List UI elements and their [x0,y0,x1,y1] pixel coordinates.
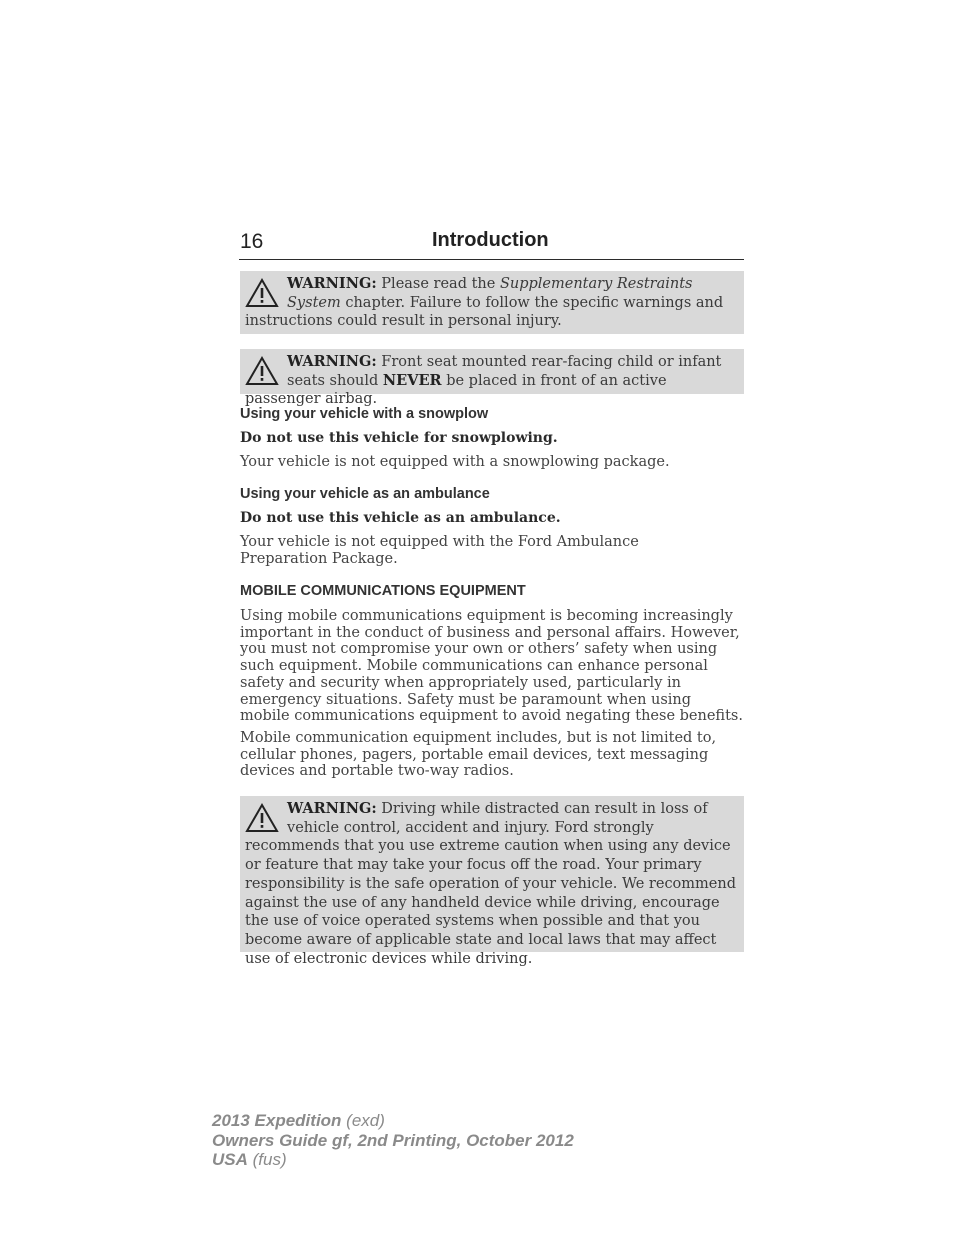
warning-text: Front seat mounted rear-facing child or infant seats should [287,354,722,389]
page-title: Introduction [432,229,549,251]
snowplow-text: Your vehicle is not equipped with a snowplowing package. [240,454,670,470]
warning-triangle-icon [245,278,279,308]
warning-box-srs [240,271,744,334]
warning-box-child-seat [240,349,744,408]
warning-italic-reference: Supplementary Restraints System [287,276,693,311]
warning-text: chapter. Failure to follow the specific warnings and instructions could result in personal injury. [245,294,724,330]
mobile-paragraph-1: Using mobile communications equipment is becoming increasingly important in the conduct of business and personal affairs. However, you must not compromise your own or others’ safety when using such equipment. Mobile communications can enhance personal safety and security when appropriately used, particularly in emergency situations. Safety must be paramount when using mobile communications equipment to avoid negating these benefits. [240,608,743,725]
ambulance-heading: Using your vehicle as an ambulance [240,486,490,502]
ambulance-text: Your vehicle is not equipped with the Ford Ambulance Preparation Package. [240,534,639,567]
footer-line-market: USA (fus) [212,1150,287,1169]
page-number: 16 [240,230,264,253]
footer-line-printing: Owners Guide gf, 2nd Printing, October 2012 [212,1130,574,1150]
warning-emphasis: NEVER [382,371,442,389]
document-footer [212,1111,574,1170]
warning-box-distraction [240,796,744,967]
snowplow-heading: Using your vehicle with a snowplow [240,406,489,422]
warning-text: Please read the [376,276,500,292]
snowplow-bold-statement: Do not use this vehicle for snowplowing. [240,430,558,446]
warning-label: WARNING: [287,800,377,817]
footer-line-model: 2013 Expedition (exd) [212,1111,385,1130]
mobile-heading: MOBILE COMMUNICATIONS EQUIPMENT [240,583,526,599]
warning-text: Driving while distracted can result in loss of vehicle control, accident and injury. Ford strongly recommends that you use extreme caution when using any device or feature that may take your focus off the road. Your primary responsibility is the safe operation of your vehicle. We recommend against the use of any handheld device while driving, encourage the use of voice operated systems when possible and that you become aware of applicable state and local laws that may affect use of electronic devices while driving. [245,801,736,967]
mobile-paragraph-2: Mobile communication equipment includes, but is not limited to, cellular phones, pagers, portable email devices, text messaging devices and portable two-way radios. [240,730,717,780]
warning-triangle-icon [245,803,279,833]
warning-label: WARNING: [287,275,377,292]
ambulance-bold-statement: Do not use this vehicle as an ambulance. [240,510,561,526]
page-header [239,229,744,260]
warning-triangle-icon [245,356,279,386]
warning-label: WARNING: [287,353,377,370]
warning-text: be placed in front of an active passenger airbag. [245,372,667,408]
